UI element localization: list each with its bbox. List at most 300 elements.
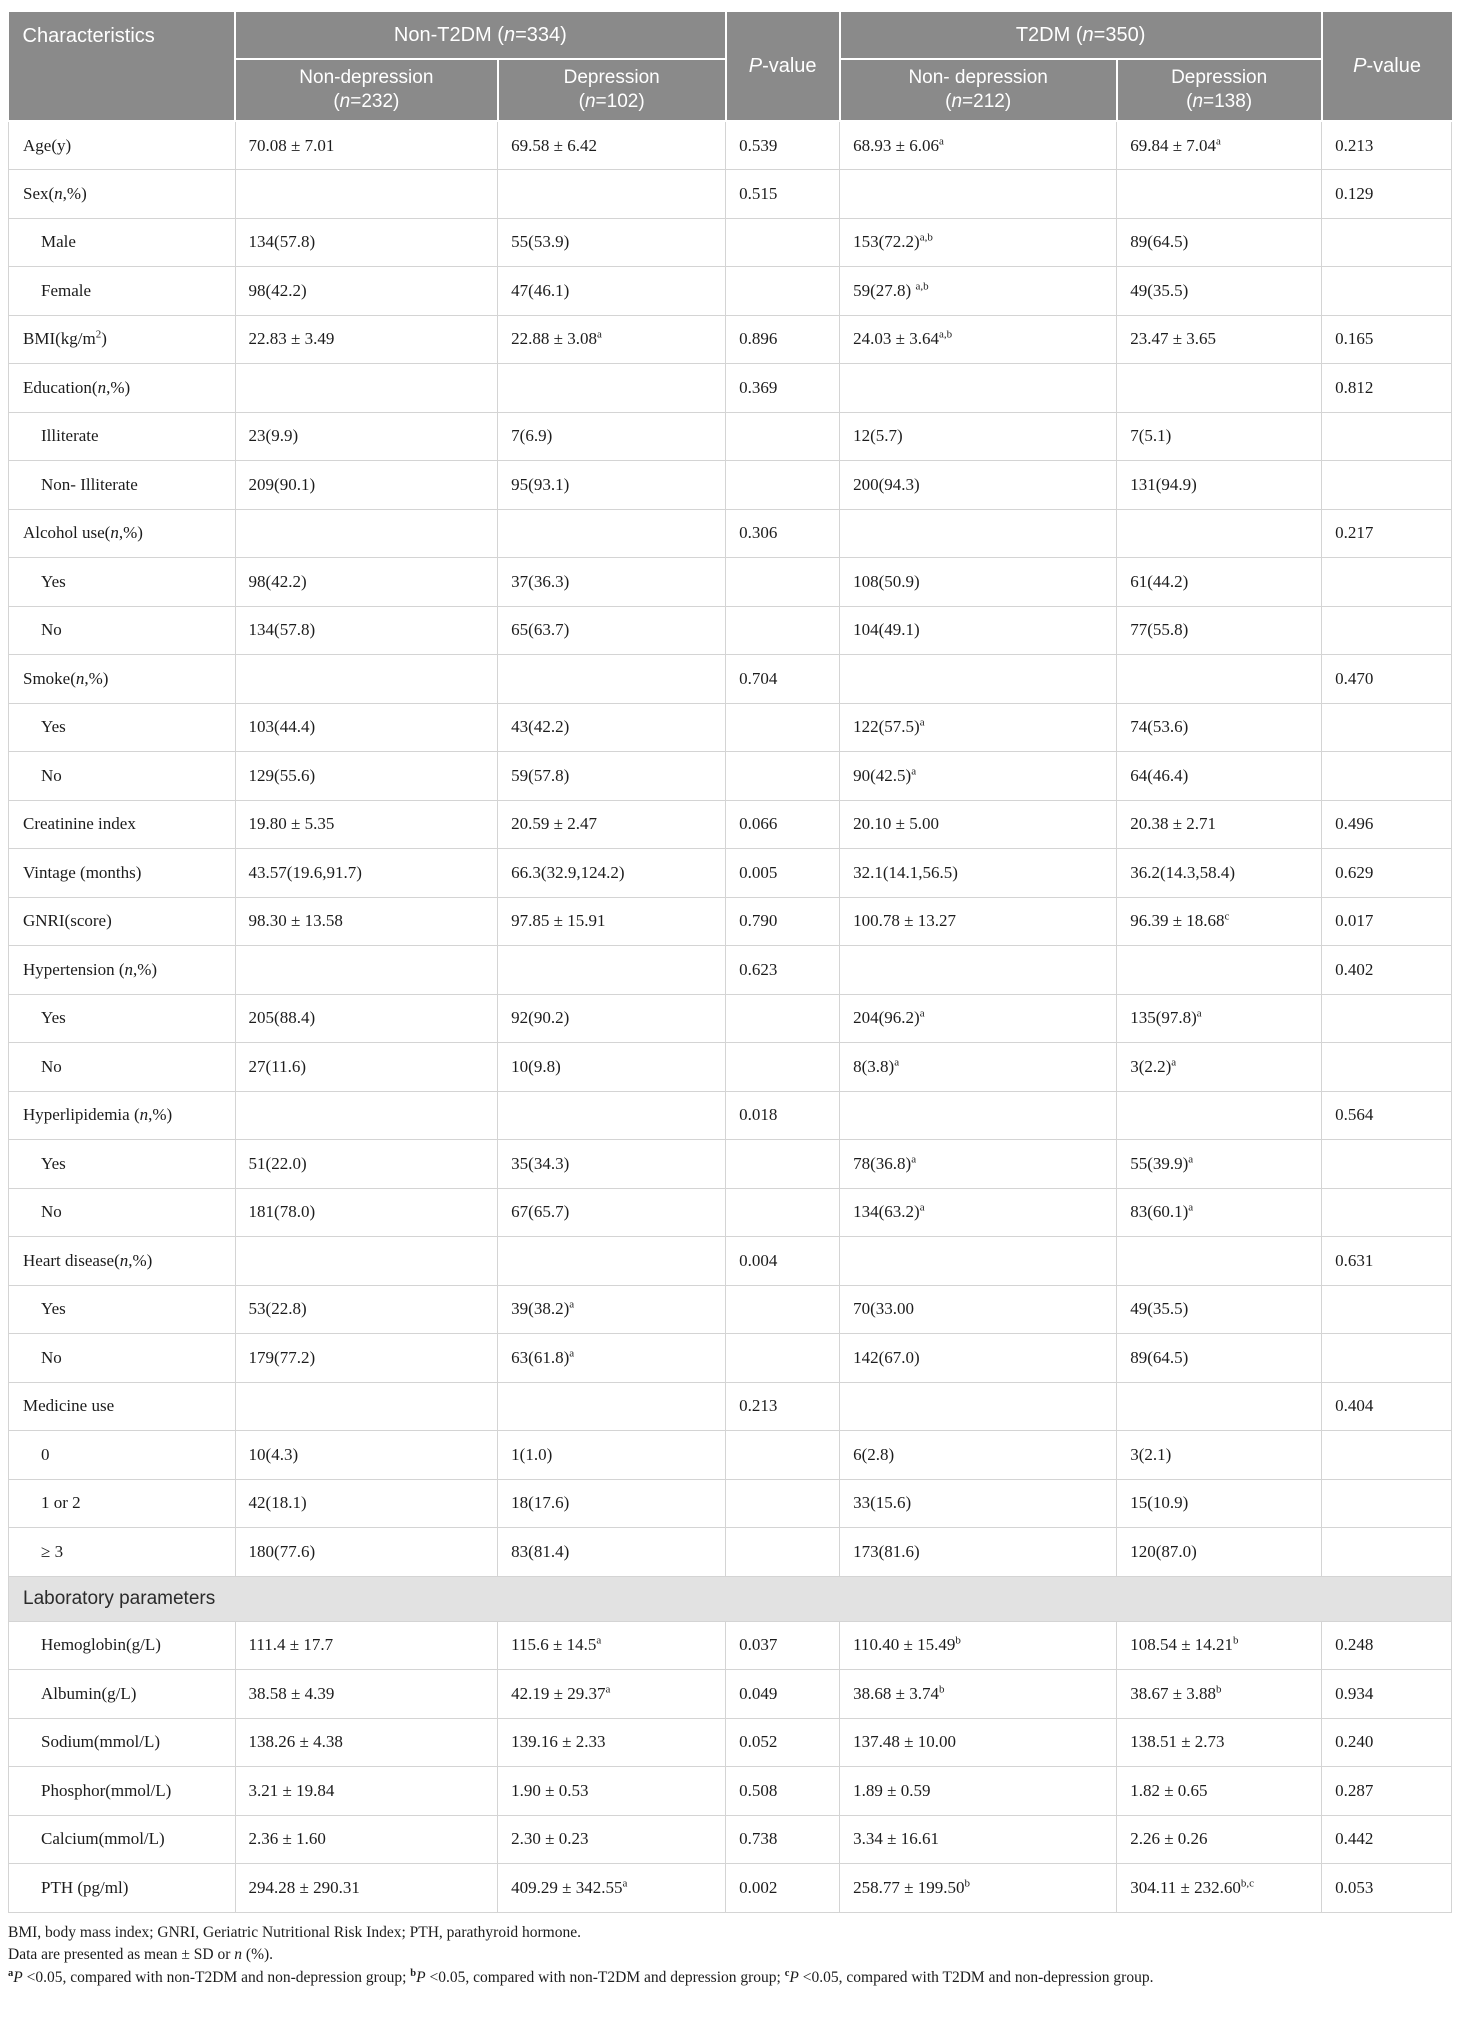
table-cell [1117,170,1322,219]
header-group-t2dm: T2DM (n=350) [840,11,1322,59]
table-cell: 69.58 ± 6.42 [498,121,726,170]
table-cell: $90(42.5)^a$ [840,752,1117,801]
table-cell: 38.68 ± 3.74$^b$ [840,1670,1117,1719]
table-cell: $153(72.2)^{a,b}$ [840,218,1117,267]
table-cell: 95(93.1) [498,461,726,510]
table-cell: 209(90.1) [235,461,498,510]
table-cell: 59(57.8) [498,752,726,801]
table-cell: 131(94.9) [1117,461,1322,510]
row-label: Heart disease(n,%) [9,1237,236,1286]
table-cell: 0.539 [726,121,840,170]
table-cell [840,364,1117,413]
table-cell [726,1285,840,1334]
table-cell [1322,267,1452,316]
table-cell: 0.564 [1322,1091,1452,1140]
table-row [9,1382,1452,1431]
table-cell: 0.442 [1322,1815,1452,1864]
table-cell: 3.21 ± 19.84 [235,1767,498,1816]
table-row [9,267,1452,316]
table-cell [498,1237,726,1286]
row-label: Hypertension (n,%) [9,946,236,995]
table-cell: 258.77 ± 199.50$^b$ [840,1864,1117,1913]
table-row [9,1864,1452,1913]
row-label: Sex(n,%) [9,170,236,219]
table-cell: $135(97.8)^a$ [1117,994,1322,1043]
table-cell: 43(42.2) [498,703,726,752]
table-cell: $204(96.2)^a$ [840,994,1117,1043]
table-cell: 97.85 ± 15.91 [498,897,726,946]
table-cell [498,364,726,413]
table-cell: 111.4 ± 17.7 [235,1621,498,1670]
table-cell [1322,1285,1452,1334]
row-label: ≥ 3 [9,1528,236,1577]
table-cell [1322,703,1452,752]
table-cell: 43.57(19.6,91.7) [235,849,498,898]
table-cell [726,703,840,752]
table-cell: 83(81.4) [498,1528,726,1577]
header-pvalue-2: P-value [1322,11,1452,121]
table-cell [1322,1140,1452,1189]
header-non-t2dm-non-depression: Non-depression (n=232) [235,59,498,121]
table-cell: 20.38 ± 2.71 [1117,800,1322,849]
table-row [9,800,1452,849]
table-cell: 409.29 ± 342.55$^a$ [498,1864,726,1913]
table-cell: 55(53.9) [498,218,726,267]
table-row [9,849,1452,898]
table-cell: 12(5.7) [840,412,1117,461]
table-cell: 67(65.7) [498,1188,726,1237]
table-cell [726,1431,840,1480]
row-label: Vintage (months) [9,849,236,898]
table-cell: 129(55.6) [235,752,498,801]
table-cell: 19.80 ± 5.35 [235,800,498,849]
table-row [9,218,1452,267]
table-cell: 89(64.5) [1117,218,1322,267]
table-cell [1322,1043,1452,1092]
table-cell [498,509,726,558]
table-cell [1322,461,1452,510]
row-label: Female [9,267,236,316]
table-cell: 23.47 ± 3.65 [1117,315,1322,364]
table-cell: 69.84 ± 7.04$^a$ [1117,121,1322,170]
row-label: No [9,752,236,801]
header-row-groups [9,11,1452,59]
table-cell [726,1334,840,1383]
table-cell: $63(61.8)^a$ [498,1334,726,1383]
table-cell: 1(1.0) [498,1431,726,1480]
row-label: Yes [9,1140,236,1189]
characteristics-table [8,10,1452,1913]
table-cell [498,655,726,704]
table-cell [840,170,1117,219]
table-cell: 0.369 [726,364,840,413]
table-cell: 0.287 [1322,1767,1452,1816]
table-cell: 49(35.5) [1117,1285,1322,1334]
table-cell [1322,606,1452,655]
table-body [9,121,1452,1912]
header-t2dm-non-depression: Non- depression (n=212) [840,59,1117,121]
table-cell [1117,1237,1322,1286]
row-label: Yes [9,1285,236,1334]
row-label: Sodium(mmol/L) [9,1718,236,1767]
table-cell: 0.629 [1322,849,1452,898]
table-cell [726,412,840,461]
table-cell: 89(64.5) [1117,1334,1322,1383]
table-cell: $83(60.1)^a$ [1117,1188,1322,1237]
row-label: Male [9,218,236,267]
table-cell [498,1382,726,1431]
table-cell: 15(10.9) [1117,1479,1322,1528]
table-cell: 0.017 [1322,897,1452,946]
row-label: GNRI(score) [9,897,236,946]
table-cell [726,267,840,316]
table-cell: 1.82 ± 0.65 [1117,1767,1322,1816]
table-cell [1117,655,1322,704]
table-cell: 70.08 ± 7.01 [235,121,498,170]
table-cell: 0.129 [1322,170,1452,219]
header-t2dm-depression: Depression (n=138) [1117,59,1322,121]
table-row [9,364,1452,413]
table-cell [235,946,498,995]
table-cell: 137.48 ± 10.00 [840,1718,1117,1767]
table-cell [1117,1382,1322,1431]
table-row [9,1815,1452,1864]
table-row [9,703,1452,752]
table-cell: 3(2.1) [1117,1431,1322,1480]
table-cell: 100.78 ± 13.27 [840,897,1117,946]
table-row [9,897,1452,946]
table-cell: 7(5.1) [1117,412,1322,461]
table-row [9,558,1452,607]
table-cell [235,1382,498,1431]
table-cell [235,509,498,558]
table-cell: 38.58 ± 4.39 [235,1670,498,1719]
table-cell [1322,752,1452,801]
table-cell [840,1237,1117,1286]
table-cell: 138.26 ± 4.38 [235,1718,498,1767]
table-cell [840,509,1117,558]
table-cell: $24.03 \pm 3.64^{a,b}$ [840,315,1117,364]
table-cell: 2.30 ± 0.23 [498,1815,726,1864]
table-cell [498,946,726,995]
table-row [9,752,1452,801]
table-cell [726,606,840,655]
table-row [9,315,1452,364]
table-cell: 179(77.2) [235,1334,498,1383]
table-cell: 36.2(14.3,58.4) [1117,849,1322,898]
row-label: No [9,1334,236,1383]
table-cell: 115.6 ± 14.5$^a$ [498,1621,726,1670]
table-cell: 0.213 [726,1382,840,1431]
table-cell: 7(6.9) [498,412,726,461]
table-cell: 53(22.8) [235,1285,498,1334]
table-cell: 42(18.1) [235,1479,498,1528]
table-cell: 20.59 ± 2.47 [498,800,726,849]
table-cell [726,1528,840,1577]
table-cell: 0.402 [1322,946,1452,995]
table-row [9,412,1452,461]
table-cell: 0.004 [726,1237,840,1286]
table-cell: $39(38.2)^a$ [498,1285,726,1334]
table-cell [726,461,840,510]
table-cell [1322,1528,1452,1577]
table-cell: 1.89 ± 0.59 [840,1767,1117,1816]
table-cell [840,1382,1117,1431]
table-row [9,655,1452,704]
table-cell: 0.053 [1322,1864,1452,1913]
table-cell: 2.36 ± 1.60 [235,1815,498,1864]
row-label: 0 [9,1431,236,1480]
table-cell: 134(57.8) [235,218,498,267]
table-cell [235,655,498,704]
footnote-significance: $^a$P <0.05, compared with non-T2DM and non-depression group; $^b$P <0.05, compared with non-T2DM and depression group; $^c$P <0.05, compared with T2DM and non-depression group. [8,1967,1154,1986]
table-cell: 22.88 ± 3.08$^a$ [498,315,726,364]
section-label: Laboratory parameters [9,1576,1452,1621]
table-cell [1117,364,1322,413]
table-row [9,1043,1452,1092]
table-cell: 0.213 [1322,121,1452,170]
table-cell: 37(36.3) [498,558,726,607]
table-cell: $122(57.5)^a$ [840,703,1117,752]
table-cell: 96.39 ± 18.68$^c$ [1117,897,1322,946]
table-row [9,1334,1452,1383]
table-cell [726,558,840,607]
table-cell: 0.248 [1322,1621,1452,1670]
table-cell: $3(2.2)^a$ [1117,1043,1322,1092]
table-cell [498,170,726,219]
table-cell [1117,1091,1322,1140]
row-label: Illiterate [9,412,236,461]
table-cell [840,1091,1117,1140]
table-cell: 0.066 [726,800,840,849]
row-label: 1 or 2 [9,1479,236,1528]
table-cell [1322,1334,1452,1383]
table-cell: 49(35.5) [1117,267,1322,316]
table-cell: 0.934 [1322,1670,1452,1719]
table-cell: 0.508 [726,1767,840,1816]
table-cell: 33(15.6) [840,1479,1117,1528]
row-label: Calcium(mmol/L) [9,1815,236,1864]
table-cell: 0.470 [1322,655,1452,704]
row-label: No [9,606,236,655]
table-cell: 0.217 [1322,509,1452,558]
table-cell: 205(88.4) [235,994,498,1043]
table-row [9,1431,1452,1480]
table-cell: 142(67.0) [840,1334,1117,1383]
table-cell [726,1140,840,1189]
table-cell: 3.34 ± 16.61 [840,1815,1117,1864]
table-cell [235,364,498,413]
table-cell: 42.19 ± 29.37$^a$ [498,1670,726,1719]
row-label: PTH (pg/ml) [9,1864,236,1913]
row-label: Yes [9,703,236,752]
table-row [9,1767,1452,1816]
table-cell: 294.28 ± 290.31 [235,1864,498,1913]
table-cell [1322,994,1452,1043]
row-label: Yes [9,558,236,607]
table-row [9,509,1452,558]
table-cell: 103(44.4) [235,703,498,752]
table-cell: 0.790 [726,897,840,946]
table-cell: 47(46.1) [498,267,726,316]
table-cell: $55(39.9)^a$ [1117,1140,1322,1189]
row-label: Alcohol use(n,%) [9,509,236,558]
table-cell: 200(94.3) [840,461,1117,510]
table-cell: 22.83 ± 3.49 [235,315,498,364]
row-label: Education(n,%) [9,364,236,413]
table-cell [726,752,840,801]
table-cell: 108(50.9) [840,558,1117,607]
table-cell: 66.3(32.9,124.2) [498,849,726,898]
table-row [9,1285,1452,1334]
footnote-abbreviations: BMI, body mass index; GNRI, Geriatric Nutritional Risk Index; PTH, parathyroid hormone. [8,1923,581,1941]
table-cell: 1.90 ± 0.53 [498,1767,726,1816]
table-cell: 0.704 [726,655,840,704]
table-cell: 32.1(14.1,56.5) [840,849,1117,898]
table-cell: 20.10 ± 5.00 [840,800,1117,849]
table-row [9,1718,1452,1767]
section-row [9,1576,1452,1621]
table-cell: 98(42.2) [235,558,498,607]
table-row [9,1091,1452,1140]
table-cell: 110.40 ± 15.49$^b$ [840,1621,1117,1670]
row-label: Hemoglobin(g/L) [9,1621,236,1670]
table-cell: 138.51 ± 2.73 [1117,1718,1322,1767]
row-label: Yes [9,994,236,1043]
table-cell: 23(9.9) [235,412,498,461]
row-label: Hyperlipidemia (n,%) [9,1091,236,1140]
row-label: $BMI(kg/m^2)$ [9,315,236,364]
row-label: No [9,1043,236,1092]
table-cell: $134(63.2)^a$ [840,1188,1117,1237]
footnotes [8,1922,1452,1990]
table-cell [1322,218,1452,267]
table-cell [726,994,840,1043]
table-cell: 61(44.2) [1117,558,1322,607]
table-cell: 74(53.6) [1117,703,1322,752]
table-cell: $8(3.8)^a$ [840,1043,1117,1092]
table-cell: 0.165 [1322,315,1452,364]
table-cell: 120(87.0) [1117,1528,1322,1577]
header-characteristics: Characteristics [9,11,236,121]
table-cell: 0.812 [1322,364,1452,413]
table-cell [1322,558,1452,607]
table-row [9,994,1452,1043]
table-cell: 77(55.8) [1117,606,1322,655]
table-row [9,1237,1452,1286]
table-cell [726,218,840,267]
table-cell [1322,1431,1452,1480]
table-cell [1117,509,1322,558]
table-cell: 0.049 [726,1670,840,1719]
row-label: Creatinine index [9,800,236,849]
table-cell: 180(77.6) [235,1528,498,1577]
table-cell: 68.93 ± 6.06$^a$ [840,121,1117,170]
header-non-t2dm-depression: Depression (n=102) [498,59,726,121]
table-cell: 51(22.0) [235,1140,498,1189]
table-cell: 0.623 [726,946,840,995]
table-cell: 0.240 [1322,1718,1452,1767]
table-cell: 10(9.8) [498,1043,726,1092]
table-cell: 173(81.6) [840,1528,1117,1577]
table-cell: 139.16 ± 2.33 [498,1718,726,1767]
table-cell: 0.738 [726,1815,840,1864]
table-row [9,121,1452,170]
table-cell: 59(27.8) $^{a,b}$ [840,267,1117,316]
table-cell: 104(49.1) [840,606,1117,655]
table-row [9,1140,1452,1189]
table-cell: $304.11 \pm 232.60^{b,c}$ [1117,1864,1322,1913]
table-cell [726,1043,840,1092]
table-cell: 108.54 ± 14.21$^b$ [1117,1621,1322,1670]
table-row [9,461,1452,510]
table-cell [726,1188,840,1237]
table-cell [235,1237,498,1286]
table-row [9,1621,1452,1670]
table-cell: 0.631 [1322,1237,1452,1286]
table-cell: 35(34.3) [498,1140,726,1189]
table-cell: 2.26 ± 0.26 [1117,1815,1322,1864]
table-cell: 27(11.6) [235,1043,498,1092]
header-pvalue-1: P-value [726,11,840,121]
table-cell [498,1091,726,1140]
table-cell: 0.018 [726,1091,840,1140]
table-cell: 65(63.7) [498,606,726,655]
table-cell [1322,412,1452,461]
table-cell: 0.404 [1322,1382,1452,1431]
table-row [9,1528,1452,1577]
table-cell: 64(46.4) [1117,752,1322,801]
table-cell: 0.052 [726,1718,840,1767]
header-group-non-t2dm: Non-T2DM (n=334) [235,11,726,59]
table-cell: $78(36.8)^a$ [840,1140,1117,1189]
table-cell: 0.037 [726,1621,840,1670]
table-cell: 0.896 [726,315,840,364]
table-cell: 0.005 [726,849,840,898]
table-cell: 92(90.2) [498,994,726,1043]
row-label: Non- Illiterate [9,461,236,510]
table-cell: 70(33.00 [840,1285,1117,1334]
table-row [9,1670,1452,1719]
row-label: Medicine use [9,1382,236,1431]
row-label: No [9,1188,236,1237]
table-cell [1117,946,1322,995]
table-cell: 18(17.6) [498,1479,726,1528]
table-row [9,1188,1452,1237]
table-cell: 0.306 [726,509,840,558]
table-row [9,170,1452,219]
table-cell: 6(2.8) [840,1431,1117,1480]
table-row [9,606,1452,655]
table-header [9,11,1452,121]
row-label: Albumin(g/L) [9,1670,236,1719]
table-cell [726,1479,840,1528]
table-cell: 38.67 ± 3.88$^b$ [1117,1670,1322,1719]
table-cell: 0.515 [726,170,840,219]
table-cell [1322,1479,1452,1528]
table-cell: 181(78.0) [235,1188,498,1237]
row-label: Smoke(n,%) [9,655,236,704]
table-cell: 98.30 ± 13.58 [235,897,498,946]
row-label: Age(y) [9,121,236,170]
table-cell [840,655,1117,704]
table-cell [235,1091,498,1140]
row-label: Phosphor(mmol/L) [9,1767,236,1816]
table-cell: 134(57.8) [235,606,498,655]
table-cell: 0.002 [726,1864,840,1913]
table-row [9,946,1452,995]
table-row [9,1479,1452,1528]
